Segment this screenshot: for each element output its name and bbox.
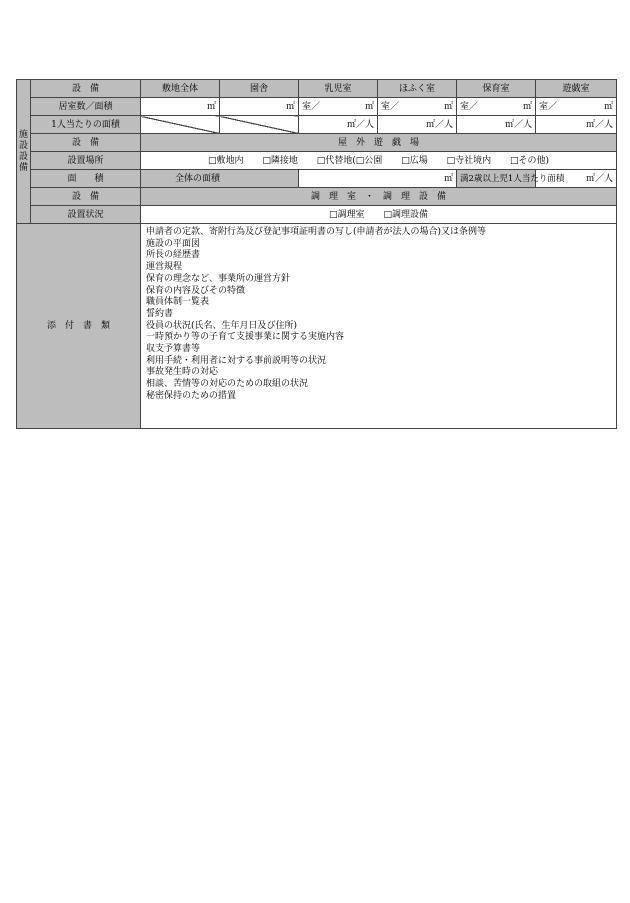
col-playroom: 遊戯室: [536, 80, 617, 98]
outdoor-area-label: 面 積: [31, 170, 141, 188]
building-per-person-na: [220, 116, 299, 134]
attachment-item: 事故発生時の対応: [146, 367, 219, 378]
room-area-label: 居室数／面積: [31, 98, 141, 116]
attachment-item: 運営規程: [146, 262, 183, 273]
outdoor-area-row: [17, 170, 617, 188]
crawling-room-field[interactable]: 室／ ㎡: [378, 98, 457, 116]
facility-form-table: [16, 79, 617, 429]
section-label: 施 設 設 備: [17, 80, 31, 224]
attachment-item: 役員の状況(氏名、生年月日及び住所): [146, 320, 298, 331]
attachments-list: [141, 224, 617, 429]
outdoor-title: 屋 外 遊 戯 場: [141, 134, 617, 152]
attachment-item: 保育の理念など、事業所の運営方針: [146, 273, 291, 284]
facility-header-label: 設 備: [31, 80, 141, 98]
outdoor-location-row: [17, 152, 617, 170]
room-area-row: [17, 98, 617, 116]
nursery-per-person-field[interactable]: ㎡／人: [457, 116, 536, 134]
attachment-item: 秘密保持のための措置: [146, 390, 237, 401]
attachment-item: 収支予算書等: [146, 344, 201, 355]
attachment-item: 所長の経歴書: [146, 250, 201, 261]
kitchen-status-row: [17, 206, 617, 224]
site-area-field[interactable]: ㎡: [141, 98, 220, 116]
infant-per-person-field[interactable]: ㎡／人: [299, 116, 378, 134]
kitchen-title: 調 理 室 ・ 調 理 設 備: [141, 188, 617, 206]
kitchen-header-row: [17, 188, 617, 206]
checkbox-on-site[interactable]: □敷地内: [208, 155, 244, 166]
col-building: 園舎: [220, 80, 299, 98]
per-child-area-label: 満2歳以上児1人当たり面積: [457, 170, 536, 188]
site-per-person-na: [141, 116, 220, 134]
attachment-item: 申請者の定款、寄附行為及び登記事項証明書の写し(申請者が法人の場合)又は条例等: [146, 227, 487, 237]
per-person-label: 1人当たりの面積: [31, 116, 141, 134]
playroom-field[interactable]: 室／ ㎡: [536, 98, 617, 116]
playroom-per-person-field[interactable]: ㎡／人: [536, 116, 617, 134]
nursery-room-field[interactable]: 室／ ㎡: [457, 98, 536, 116]
total-area-label: 全体の面積: [141, 170, 299, 188]
checkbox-other[interactable]: □その他): [509, 155, 549, 166]
outdoor-location-options: [141, 152, 617, 170]
infant-room-field[interactable]: 室／ ㎡: [299, 98, 378, 116]
attachment-item: 職員体制一覧表: [146, 297, 210, 308]
col-crawling-room: ほふく室: [378, 80, 457, 98]
attachments-label: 添 付 書 類: [17, 224, 141, 429]
kitchen-header-label: 設 備: [31, 188, 141, 206]
attachment-item: 利用手続・利用者に対する事前説明等の状況: [146, 355, 327, 366]
outdoor-location-label: 設置場所: [31, 152, 141, 170]
building-area-field[interactable]: ㎡: [220, 98, 299, 116]
attachment-item: 誓約書: [146, 308, 174, 319]
checkbox-adjacent[interactable]: □隣接地: [262, 155, 298, 166]
attachment-item: 一時預かり等の子育て支援事業に関する実施内容: [146, 332, 345, 343]
attachment-item: 施設の平面図: [146, 238, 201, 249]
checkbox-substitute-park[interactable]: □代替地(□公園: [316, 155, 383, 166]
attachments-row: [17, 224, 617, 429]
total-area-field[interactable]: ㎡: [299, 170, 457, 188]
outdoor-header-label: 設 備: [31, 134, 141, 152]
per-child-area-field[interactable]: ㎡／人: [536, 170, 617, 188]
crawling-per-person-field[interactable]: ㎡／人: [378, 116, 457, 134]
checkbox-kitchen-room[interactable]: □調理室: [329, 209, 365, 220]
per-person-row: [17, 116, 617, 134]
col-site: 敷地全体: [141, 80, 220, 98]
attachment-item: 保育の内容及びその特徴: [146, 285, 246, 296]
attachment-item: 相談、苦情等の対応のための取組の状況: [146, 379, 309, 390]
col-nursery-room: 保育室: [457, 80, 536, 98]
col-infant-room: 乳児室: [299, 80, 378, 98]
checkbox-kitchen-equipment[interactable]: □調理設備: [383, 209, 428, 220]
outdoor-header-row: [17, 134, 617, 152]
checkbox-plaza[interactable]: □広場: [401, 155, 428, 166]
kitchen-options: [141, 206, 617, 224]
facility-header-row: [17, 80, 617, 98]
checkbox-temple-grounds[interactable]: □寺社境内: [446, 155, 492, 166]
kitchen-status-label: 設置状況: [31, 206, 141, 224]
